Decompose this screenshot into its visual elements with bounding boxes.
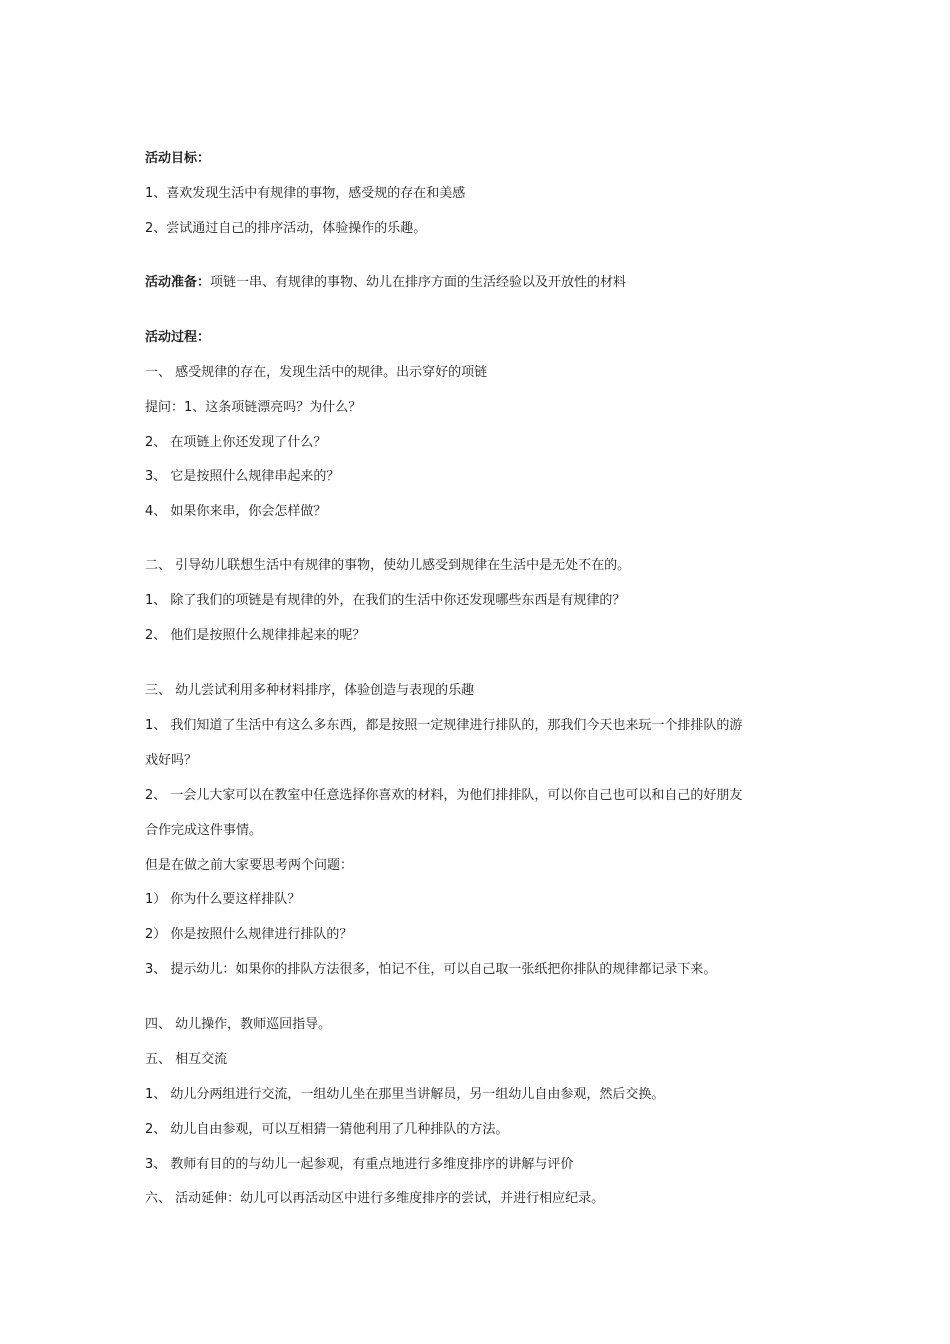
prep-paragraph <box>145 274 825 292</box>
section-3-para-2-line-2: 合作完成这件事情。 <box>145 823 263 838</box>
section-4-title: 四、 幼儿操作，教师巡回指导。 <box>145 1017 332 1032</box>
section-1-title: 一、 感受规律的存在，发现生活中的规律。出示穿好的项链 <box>145 365 488 380</box>
section-5-item-2: 2、 幼儿自由参观，可以互相猜一猜他利用了几种排队的方法。 <box>145 1122 509 1137</box>
section-3-para-2-line-1: 2、 一会儿大家可以在教室中任意选择你喜欢的材料，为他们排排队，可以你自己也可以和自己的好朋友 <box>145 788 743 803</box>
process-heading: 活动过程： <box>145 330 211 345</box>
prep-label: 活动准备： <box>145 275 211 290</box>
section-5-item-3: 3、 教师有目的的与幼儿一起参观，有重点地进行多维度排序的讲解与评价 <box>145 1157 574 1172</box>
section-1-question-1: 提问：1、这条项链漂亮吗？为什么？ <box>145 400 362 415</box>
section-3-tip: 3、 提示幼儿：如果你的排队方法很多，怕记不住，可以自己取一张纸把你排队的规律都记录下来。 <box>145 962 717 977</box>
section-3-question-1: 1） 你为什么要这样排队？ <box>145 892 301 907</box>
section-1-question-4: 4、 如果你来串，你会怎样做？ <box>145 504 327 519</box>
section-3-title: 三、 幼儿尝试利用多种材料排序，体验创造与表现的乐趣 <box>145 683 475 698</box>
section-6-title: 六、 活动延伸：幼儿可以再活动区中进行多维度排序的尝试，并进行相应纪录。 <box>145 1191 605 1206</box>
section-3-question-2: 2） 你是按照什么规律进行排队的？ <box>145 927 353 942</box>
section-1-question-2: 2、 在项链上你还发现了什么？ <box>145 435 327 450</box>
goal-item-2: 2、尝试通过自己的排序活动，体验操作的乐趣。 <box>145 221 427 236</box>
prep-text: 项链一串、有规律的事物、幼儿在排序方面的生活经验以及开放性的材料 <box>210 275 627 290</box>
section-2-title: 二、 引导幼儿联想生活中有规律的事物，使幼儿感受到规律在生活中是无处不在的。 <box>145 558 631 573</box>
section-3-para-1-line-1: 1、 我们知道了生活中有这么多东西，都是按照一定规律进行排队的，那我们今天也来玩一个排排队的游 <box>145 718 743 733</box>
section-3-para-3: 但是在做之前大家要思考两个问题： <box>145 858 354 873</box>
section-5-title: 五、 相互交流 <box>145 1052 228 1067</box>
section-2-question-1: 1、 除了我们的项链是有规律的外，在我们的生活中你还发现哪些东西是有规律的？ <box>145 593 626 608</box>
section-2-question-2: 2、 他们是按照什么规律排起来的呢？ <box>145 628 366 643</box>
goal-item-1: 1、喜欢发现生活中有规律的事物，感受规的存在和美感 <box>145 186 466 201</box>
section-5-item-1: 1、 幼儿分两组进行交流，一组幼儿坐在那里当讲解员，另一组幼儿自由参观，然后交换。 <box>145 1087 665 1102</box>
goals-heading: 活动目标： <box>145 151 211 166</box>
section-3-para-1-line-2: 戏好吗？ <box>145 753 198 768</box>
section-1-question-3: 3、 它是按照什么规律串起来的？ <box>145 469 340 484</box>
